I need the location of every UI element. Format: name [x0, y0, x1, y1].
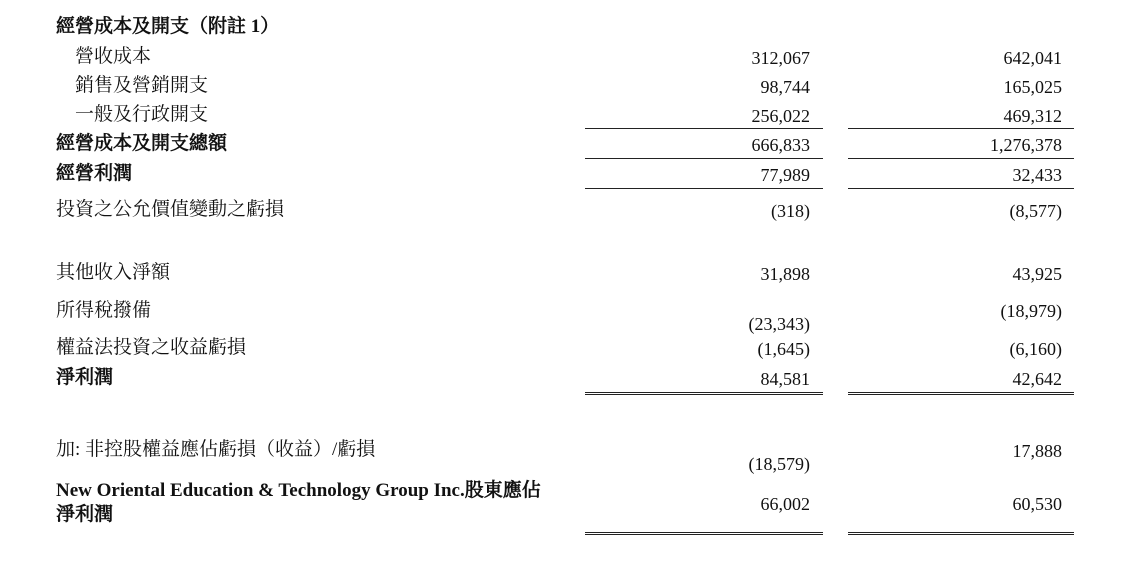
net-profit-value: 42,642: [1012, 369, 1062, 389]
cost-item-value: 98,744: [760, 77, 810, 97]
fair-value-loss-label: 投資之公允價值變動之虧損: [56, 199, 285, 220]
cost-item-value: 642,041: [1003, 48, 1062, 68]
income-tax-label: 所得稅撥備: [56, 300, 152, 321]
minority-label: 加: 非控股權益應佔虧損（收益）/虧損: [56, 439, 376, 460]
net-profit-label: 淨利潤: [56, 367, 114, 388]
other-income-label: 其他收入淨額: [56, 262, 171, 283]
other-income-value: 31,898: [760, 264, 810, 284]
double-rule: [848, 392, 1074, 395]
cost-item-label: 一般及行政開支: [75, 104, 209, 125]
income-tax-value: (18,979): [1000, 301, 1062, 321]
attributable-label-line2: 淨利潤: [56, 504, 114, 525]
attributable-value: 60,530: [1012, 494, 1062, 514]
income-tax-value: (23,343): [748, 314, 810, 334]
fair-value-loss-value: (8,577): [1009, 201, 1062, 221]
fair-value-loss-value: (318): [771, 201, 810, 221]
other-income-value: 43,925: [1012, 264, 1062, 284]
operating-profit-label: 經營利潤: [56, 163, 133, 184]
operating-profit-value: 32,433: [1012, 165, 1062, 185]
cost-item-label: 營收成本: [75, 46, 152, 67]
attributable-value: 66,002: [760, 494, 810, 514]
total-costs-label: 經營成本及開支總額: [56, 133, 228, 154]
equity-method-label: 權益法投資之收益虧損: [56, 337, 247, 358]
rule: [848, 158, 1074, 159]
rule: [585, 128, 823, 129]
rule: [848, 128, 1074, 129]
total-costs-value: 666,833: [751, 135, 810, 155]
double-rule: [585, 392, 823, 395]
attributable-label-line1: New Oriental Education & Technology Group Inc.股東應佔: [56, 480, 541, 501]
heading: 經營成本及開支（附註 1）: [56, 16, 280, 37]
total-costs-value: 1,276,378: [990, 135, 1062, 155]
equity-method-value: (1,645): [757, 339, 810, 359]
cost-item-value: 256,022: [751, 106, 810, 126]
double-rule: [848, 532, 1074, 535]
cost-item-value: 312,067: [751, 48, 810, 68]
double-rule: [585, 532, 823, 535]
rule: [848, 188, 1074, 189]
minority-value: 17,888: [1012, 441, 1062, 461]
operating-profit-value: 77,989: [760, 165, 810, 185]
net-profit-value: 84,581: [760, 369, 810, 389]
cost-item-value: 469,312: [1003, 106, 1062, 126]
equity-method-value: (6,160): [1009, 339, 1062, 359]
cost-item-label: 銷售及營銷開支: [75, 75, 209, 96]
rule: [585, 158, 823, 159]
minority-value: (18,579): [748, 454, 810, 474]
rule: [585, 188, 823, 189]
cost-item-value: 165,025: [1003, 77, 1062, 97]
